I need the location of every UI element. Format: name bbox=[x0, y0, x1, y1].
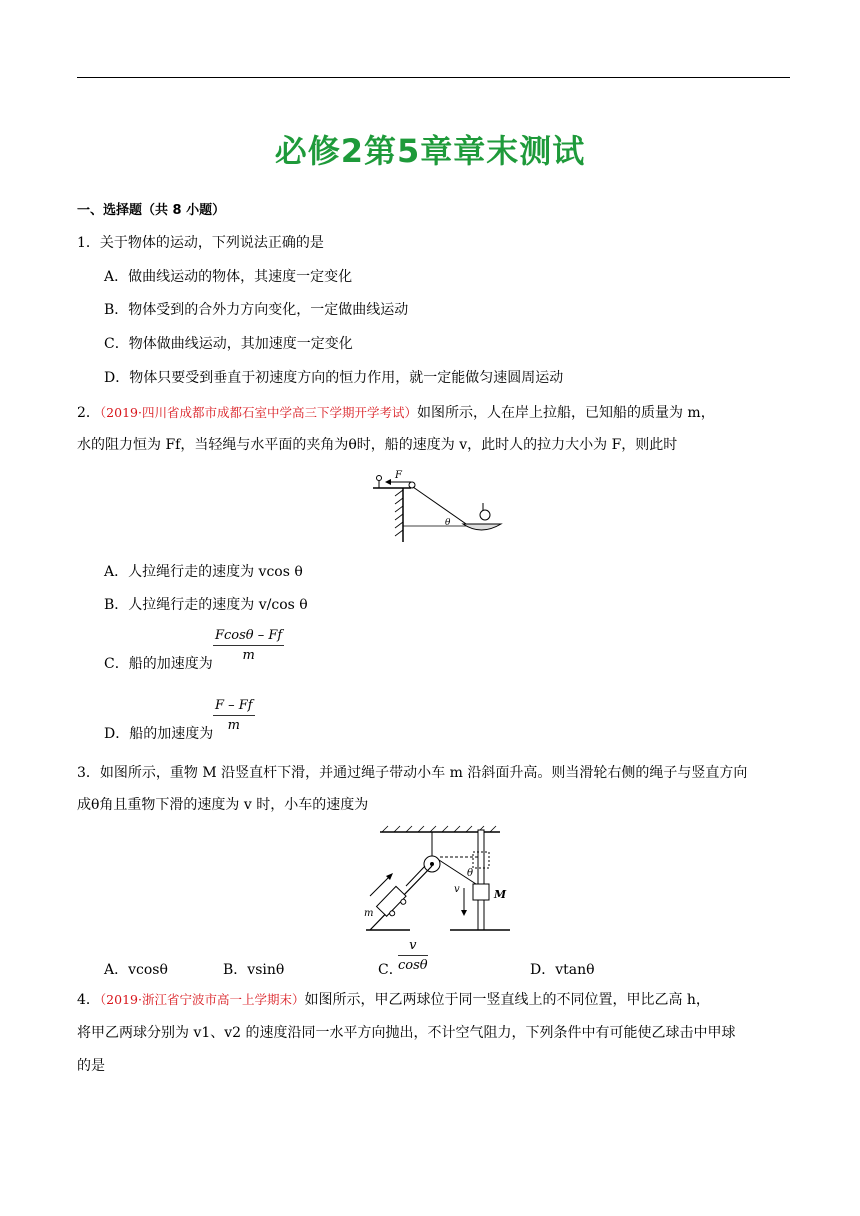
section-heading: 一、选择题（共 8 小题） bbox=[77, 203, 226, 218]
q2-stem-line1 bbox=[77, 403, 715, 423]
q4-stem-text: 如图所示，甲乙两球位于同一竖直线上的不同位置，甲比乙高 h， bbox=[304, 992, 710, 1008]
q2-option-c: C．船的加速度为 bbox=[104, 656, 213, 672]
q3-velocity-label: v bbox=[454, 884, 460, 895]
q1-option-b: B．物体受到的合外力方向变化，一定做曲线运动 bbox=[104, 302, 409, 318]
q4-source: （2019·浙江省宁波市高一上学期末） bbox=[99, 992, 305, 1007]
q2-figure-boat bbox=[365, 470, 505, 546]
q3-option-b: B．vsinθ bbox=[223, 962, 285, 978]
q3-c-denominator: cosθ bbox=[398, 958, 428, 973]
q2-c-denominator: m bbox=[242, 648, 255, 663]
q3-option-a: A．vcosθ bbox=[104, 962, 168, 978]
q3-heavy-label: M bbox=[494, 888, 507, 901]
q2-source: （2019·四川省成都市成都石室中学高三下学期开学考试） bbox=[99, 405, 417, 420]
q3-option-c-fraction bbox=[398, 938, 428, 973]
q2-stem-text: 如图所示，人在岸上拉船，已知船的质量为 m， bbox=[416, 405, 715, 421]
page-title: 必修2第5章章末测试 bbox=[274, 132, 586, 170]
q4-stem-line1 bbox=[77, 990, 710, 1010]
q3-stem-line1: 3．如图所示，重物 M 沿竖直杆下滑，并通过绳子带动小车 m 沿斜面升高。则当滑轮右侧的绳子与竖直方向 bbox=[77, 765, 748, 781]
q1-stem: 1．关于物体的运动，下列说法正确的是 bbox=[77, 235, 324, 251]
q2-force-label: F bbox=[395, 470, 402, 481]
q2-option-b: B．人拉绳行走的速度为 v/cos θ bbox=[104, 597, 308, 613]
header-rule bbox=[77, 77, 790, 78]
q3-angle-label: θ bbox=[467, 868, 474, 879]
q2-d-denominator: m bbox=[227, 718, 240, 733]
q1-option-d: D．物体只要受到垂直于初速度方向的恒力作用，就一定能做匀速圆周运动 bbox=[104, 370, 564, 386]
q2-number: 2． bbox=[77, 405, 100, 421]
q2-option-a: A．人拉绳行走的速度为 vcos θ bbox=[104, 564, 303, 580]
q3-stem-line2: 成θ角且重物下滑的速度为 v 时，小车的速度为 bbox=[77, 797, 369, 813]
q2-c-numerator: Fcosθ – Ff bbox=[213, 628, 284, 646]
q2-option-d-fraction bbox=[213, 698, 255, 733]
q1-option-a: A．做曲线运动的物体，其速度一定变化 bbox=[104, 269, 353, 285]
q1-option-c: C．物体做曲线运动，其加速度一定变化 bbox=[104, 336, 353, 352]
q4-stem-line2: 将甲乙两球分别为 v1、v2 的速度沿同一水平方向抛出，不计空气阻力，下列条件中有可能使乙球击中甲球 bbox=[77, 1025, 736, 1041]
q2-option-c-fraction bbox=[213, 628, 284, 663]
q2-angle-label: θ bbox=[445, 518, 451, 528]
q2-d-numerator: F – Ff bbox=[213, 698, 255, 716]
q2-stem-line2: 水的阻力恒为 Ff，当轻绳与水平面的夹角为θ时，船的速度为 v，此时人的拉力大小为 F，则此时 bbox=[77, 437, 678, 453]
q3-option-c: C． bbox=[378, 962, 403, 978]
q4-stem-line3: 的是 bbox=[77, 1058, 105, 1074]
q3-option-d: D．vtanθ bbox=[530, 962, 595, 978]
q3-figure-pulley bbox=[360, 826, 520, 936]
q3-cart-label: m bbox=[364, 908, 374, 919]
q3-c-numerator: v bbox=[398, 938, 428, 956]
q4-number: 4． bbox=[77, 992, 100, 1008]
q2-option-d: D．船的加速度为 bbox=[104, 726, 214, 742]
